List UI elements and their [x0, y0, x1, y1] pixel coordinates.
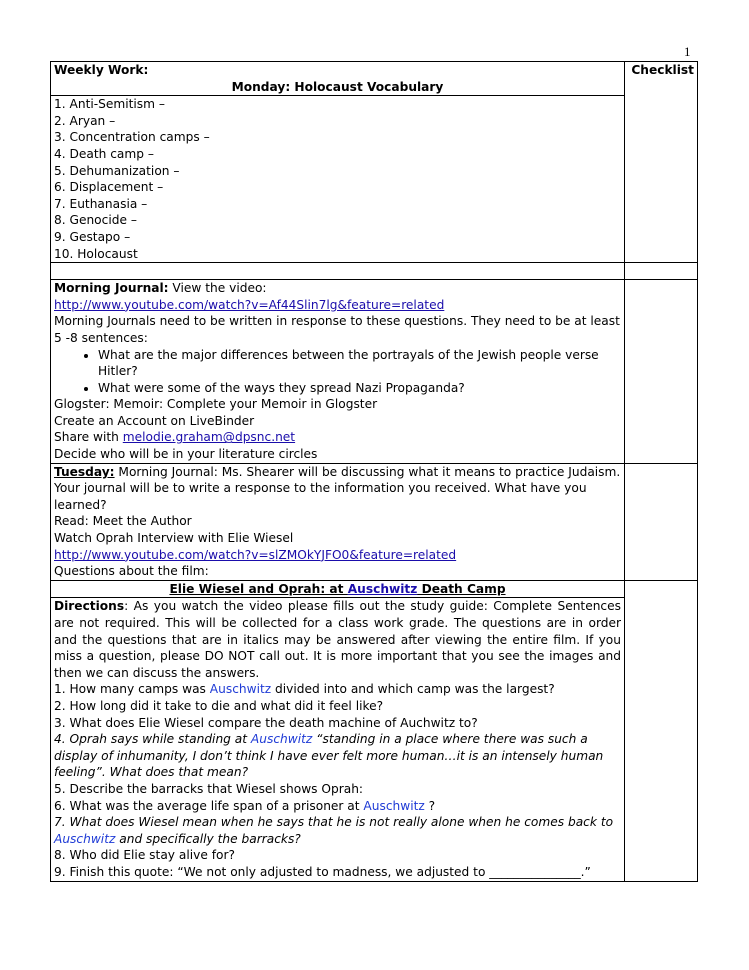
- tuesday-label: Tuesday:: [54, 464, 115, 479]
- film-questions-label: Questions about the film:: [54, 564, 209, 579]
- vocab-item: 1. Anti-Semitism –: [54, 97, 165, 112]
- question-2: 2. How long did it take to die and what did it feel like?: [54, 698, 384, 713]
- question-5: 5. Describe the barracks that Wiesel shows Oprah:: [54, 781, 364, 796]
- vocab-item: 6. Displacement –: [54, 180, 164, 195]
- spacer-checklist-cell: [625, 263, 698, 280]
- read-task: Read: Meet the Author: [54, 514, 192, 529]
- question-7: 7. What does Wiesel mean when he says that he is not really alone when he comes back to Auschwitz and specifically the barracks?: [54, 815, 614, 846]
- study-guide-cell: [51, 598, 625, 881]
- journal-video-link[interactable]: http://www.youtube.com/watch?v=Af44Slin7lg&feature=related: [54, 297, 445, 312]
- auschwitz-link[interactable]: Auschwitz: [363, 798, 425, 813]
- directions-label: Directions: [54, 599, 125, 614]
- email-link[interactable]: melodie.graham@dpsnc.net: [122, 430, 296, 445]
- glogster-task: Glogster: Memoir: Complete your Memoir in Glogster: [54, 397, 378, 412]
- study-guide-title: [51, 580, 625, 598]
- study-title-prefix: Elie Wiesel and Oprah: at: [169, 581, 348, 596]
- vocab-item: 10. Holocaust: [54, 246, 138, 261]
- morning-journal-text: View the video:: [168, 281, 267, 296]
- journal-question: • What were some of the ways they spread Nazi Propaganda?: [98, 380, 621, 397]
- auschwitz-link[interactable]: Auschwitz: [250, 732, 313, 747]
- vocab-list: [51, 96, 625, 263]
- study-checklist-cell: [625, 580, 698, 881]
- weekly-work-heading: [51, 62, 625, 96]
- tuesday-text: Morning Journal: Ms. Shearer will be discussing what it means to practice Judaism. Your journal will be to write a response to the information you received. What have you learned?: [54, 464, 621, 512]
- oprah-video-link[interactable]: http://www.youtube.com/watch?v=slZMOkYJFO0&feature=related: [54, 547, 457, 562]
- monday-title: Monday: Holocaust Vocabulary: [231, 79, 444, 94]
- journal-instructions: Morning Journals need to be written in response to these questions. They need to be at least 5 -8 sentences:: [54, 314, 620, 345]
- page-number: 1: [684, 44, 691, 59]
- weekly-work-label: Weekly Work:: [54, 63, 149, 77]
- journal-question-list: [54, 347, 621, 397]
- tuesday-checklist-cell: [625, 463, 698, 580]
- weekly-work-table: [50, 61, 698, 882]
- vocab-item: 3. Concentration camps –: [54, 130, 210, 145]
- checklist-heading: Checklist: [631, 63, 694, 77]
- question-3: 3. What does Elie Wiesel compare the death machine of Auchwitz to?: [54, 715, 478, 730]
- auschwitz-link[interactable]: Auschwitz: [209, 682, 272, 697]
- question-1: 1. How many camps was Auschwitz divided into and which camp was the largest?: [54, 682, 555, 697]
- vocab-item: 4. Death camp –: [54, 146, 154, 161]
- journal-question: • What are the major differences between the portrayals of the Jewish people verse Hitler?: [98, 347, 621, 380]
- vocab-item: 9. Gestapo –: [54, 229, 131, 244]
- question-6: 6. What was the average life span of a prisoner at Auschwitz ?: [54, 798, 436, 813]
- auschwitz-link[interactable]: Auschwitz: [54, 831, 116, 846]
- question-8: 8. Who did Elie stay alive for?: [54, 848, 235, 863]
- checklist-column: [625, 62, 698, 263]
- spacer-row: [51, 263, 625, 280]
- watch-task: Watch Oprah Interview with Elie Wiesel: [54, 531, 294, 546]
- vocab-item: 8. Genocide –: [54, 213, 137, 228]
- share-prefix: Share with: [54, 430, 123, 445]
- question-9: 9. Finish this quote: “We not only adjusted to madness, we adjusted to _______________.”: [54, 864, 591, 879]
- directions-text: : As you watch the video please fills out the study guide: Complete Sentences are not required. This will be collected for a class work grade. The questions are in order and the questions that are in italics may be answered after viewing the entire film. If you miss a question, please DO NOT call out. It is more important that you see the images and then we can discuss the answers.: [54, 599, 621, 680]
- vocab-item: 5. Dehumanization –: [54, 163, 180, 178]
- auschwitz-title-link[interactable]: Auschwitz: [347, 581, 418, 596]
- literature-circles-task: Decide who will be in your literature circles: [54, 447, 318, 462]
- vocab-item: 2. Aryan –: [54, 113, 116, 128]
- morning-journal-label: Morning Journal:: [54, 281, 169, 296]
- study-title-suffix: Death Camp: [417, 581, 506, 596]
- tuesday-cell: [51, 463, 625, 580]
- journal-checklist-cell: [625, 280, 698, 464]
- vocab-item: 7. Euthanasia –: [54, 196, 148, 211]
- question-4: 4. Oprah says while standing at Auschwitz “standing in a place where there was such a display of inhumanity, I don’t think I have ever felt more human…it is an intensely human feeling”. What does that mean?: [54, 732, 604, 780]
- livebinder-task: Create an Account on LiveBinder: [54, 413, 255, 428]
- morning-journal-cell: [51, 280, 625, 464]
